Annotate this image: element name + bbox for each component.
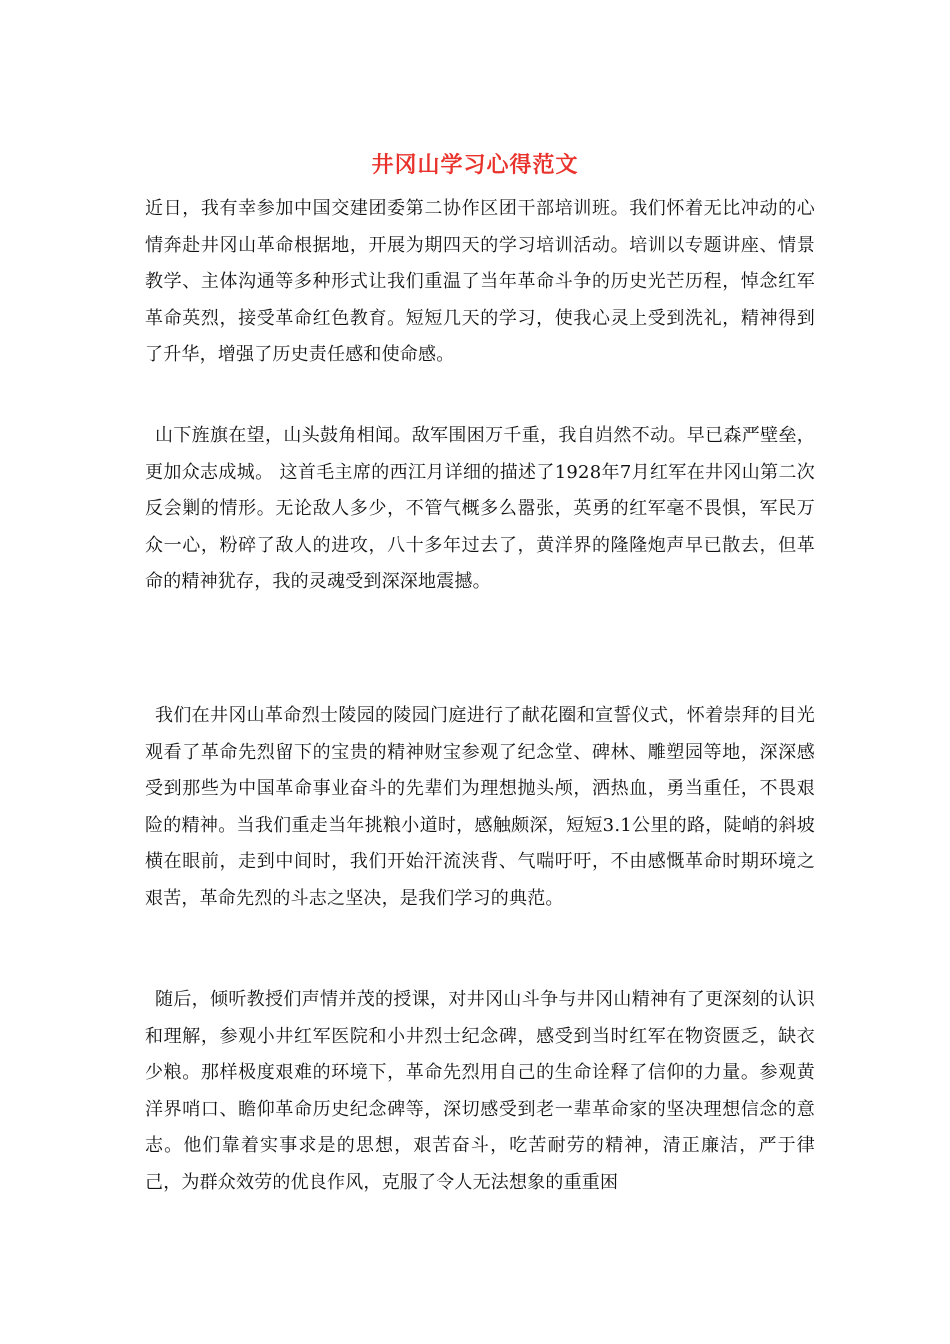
paragraph-4: 随后，倾听教授们声情并茂的授课，对井冈山斗争与井冈山精神有了更深刻的认识和理解，参观小井红军医院和小井烈士纪念碑，感受到当时红军在物资匮乏，缺衣少粮。那样极度艰难的环境下，革命先烈用自己的生命诠释了信仰的力量。参观黄洋界哨口、瞻仰革命历史纪念碑等，深切感受到老一辈革命家的坚决理想信念的意志。他们靠着实事求是的思想，艰苦奋斗，吃苦耐劳的精神，清正廉洁，严于律己，为群众效劳的优良作风，克服了令人无法想象的重重困 — [145, 989, 815, 1193]
paragraph-2: 山下旌旗在望，山头鼓角相闻。敌军围困万千重，我自岿然不动。早已森严壁垒，更加众志成城。 这首毛主席的西江月详细的描述了1928年7月红军在井冈山第二次反会剿的情形。无论敌人多少，不管气概多么嚣张，英勇的红军毫不畏惧，军民万众一心，粉碎了敌人的进攻，八十多年过去了，黄洋界的隆隆炮声早已散去，但革命的精神犹存，我的灵魂受到深深地震撼。 — [145, 425, 815, 592]
paragraph-3: 我们在井冈山革命烈士陵园的陵园门庭进行了献花圈和宣誓仪式，怀着崇拜的目光观看了革命先烈留下的宝贵的精神财宝参观了纪念堂、碑林、雕塑园等地，深深感受到那些为中国革命事业奋斗的先辈们为理想抛头颅，洒热血，勇当重任，不畏艰险的精神。当我们重走当年挑粮小道时，感触颇深，短短3.1公里的路，陡峭的斜坡横在眼前，走到中间时，我们开始汗流浃背、气喘吁吁，不由感慨革命时期环境之艰苦，革命先烈的斗志之坚决，是我们学习的典范。 — [145, 705, 815, 909]
document-title: 井冈山学习心得范文 — [371, 152, 579, 178]
paragraph-1: 近日，我有幸参加中国交建团委第二协作区团干部培训班。我们怀着无比冲动的心情奔赴井冈山革命根据地，开展为期四天的学习培训活动。培训以专题讲座、情景教学、主体沟通等多种形式让我们重温了当年革命斗争的历史光芒历程，悼念红军革命英烈，接受革命红色教育。短短几天的学习，使我心灵上受到洗礼，精神得到了升华，增强了历史责任感和使命感。 — [145, 198, 815, 365]
